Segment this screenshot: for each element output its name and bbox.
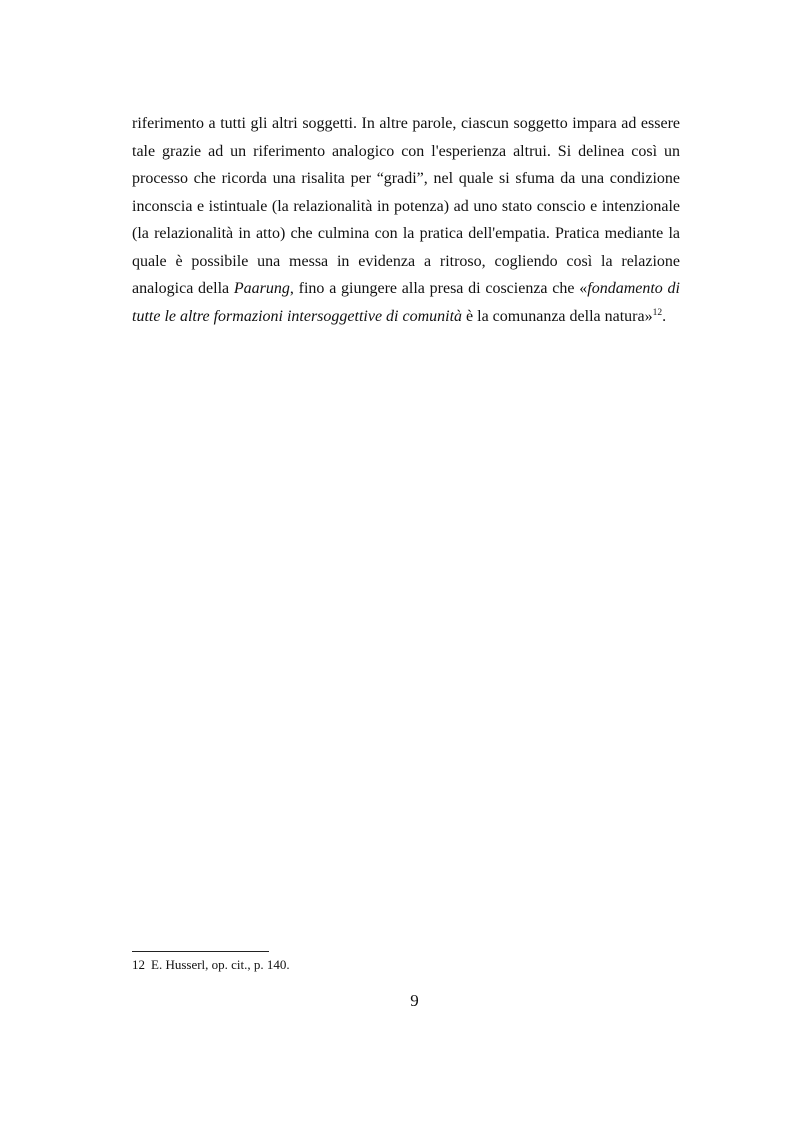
footnote-separator [132,951,269,952]
italic-quotation: fondamento di tutte le altre formazioni intersoggettive di comunità [132,280,680,325]
page-number: 9 [410,991,419,1010]
footnote-text: E. Husserl, op. cit., p. 140. [151,957,290,972]
footnote-reference[interactable]: 12 [652,307,663,318]
footnote [132,957,290,973]
paragraph-text: è la comunanza della natura» [462,307,653,325]
italic-term-paarung: Paarung [233,280,290,297]
paragraph-text: . [662,307,667,325]
footnote-number: 12 [132,957,145,972]
paragraph-text: riferimento a tutti gli altri soggetti. In altre parole, ciascun soggetto impara ad essere tale grazie ad un riferimento analogico con l'esperienza altrui. Si delinea così un processo che ricorda una risalita per “gradi”, nel quale si sfuma da una condizione inconscia e istintuale (la relazionalità in potenza) ad uno stato conscio e intenzionale (la relazionalità in atto) che culmina con la pratica dell'empatia. Pratica mediante la quale è possibile una messa in evidenza a ritroso, cogliendo così la relazione analogica della [132,115,680,297]
body-paragraph [132,110,680,330]
paragraph-text: , fino a giungere alla presa di coscienza che « [289,280,588,297]
